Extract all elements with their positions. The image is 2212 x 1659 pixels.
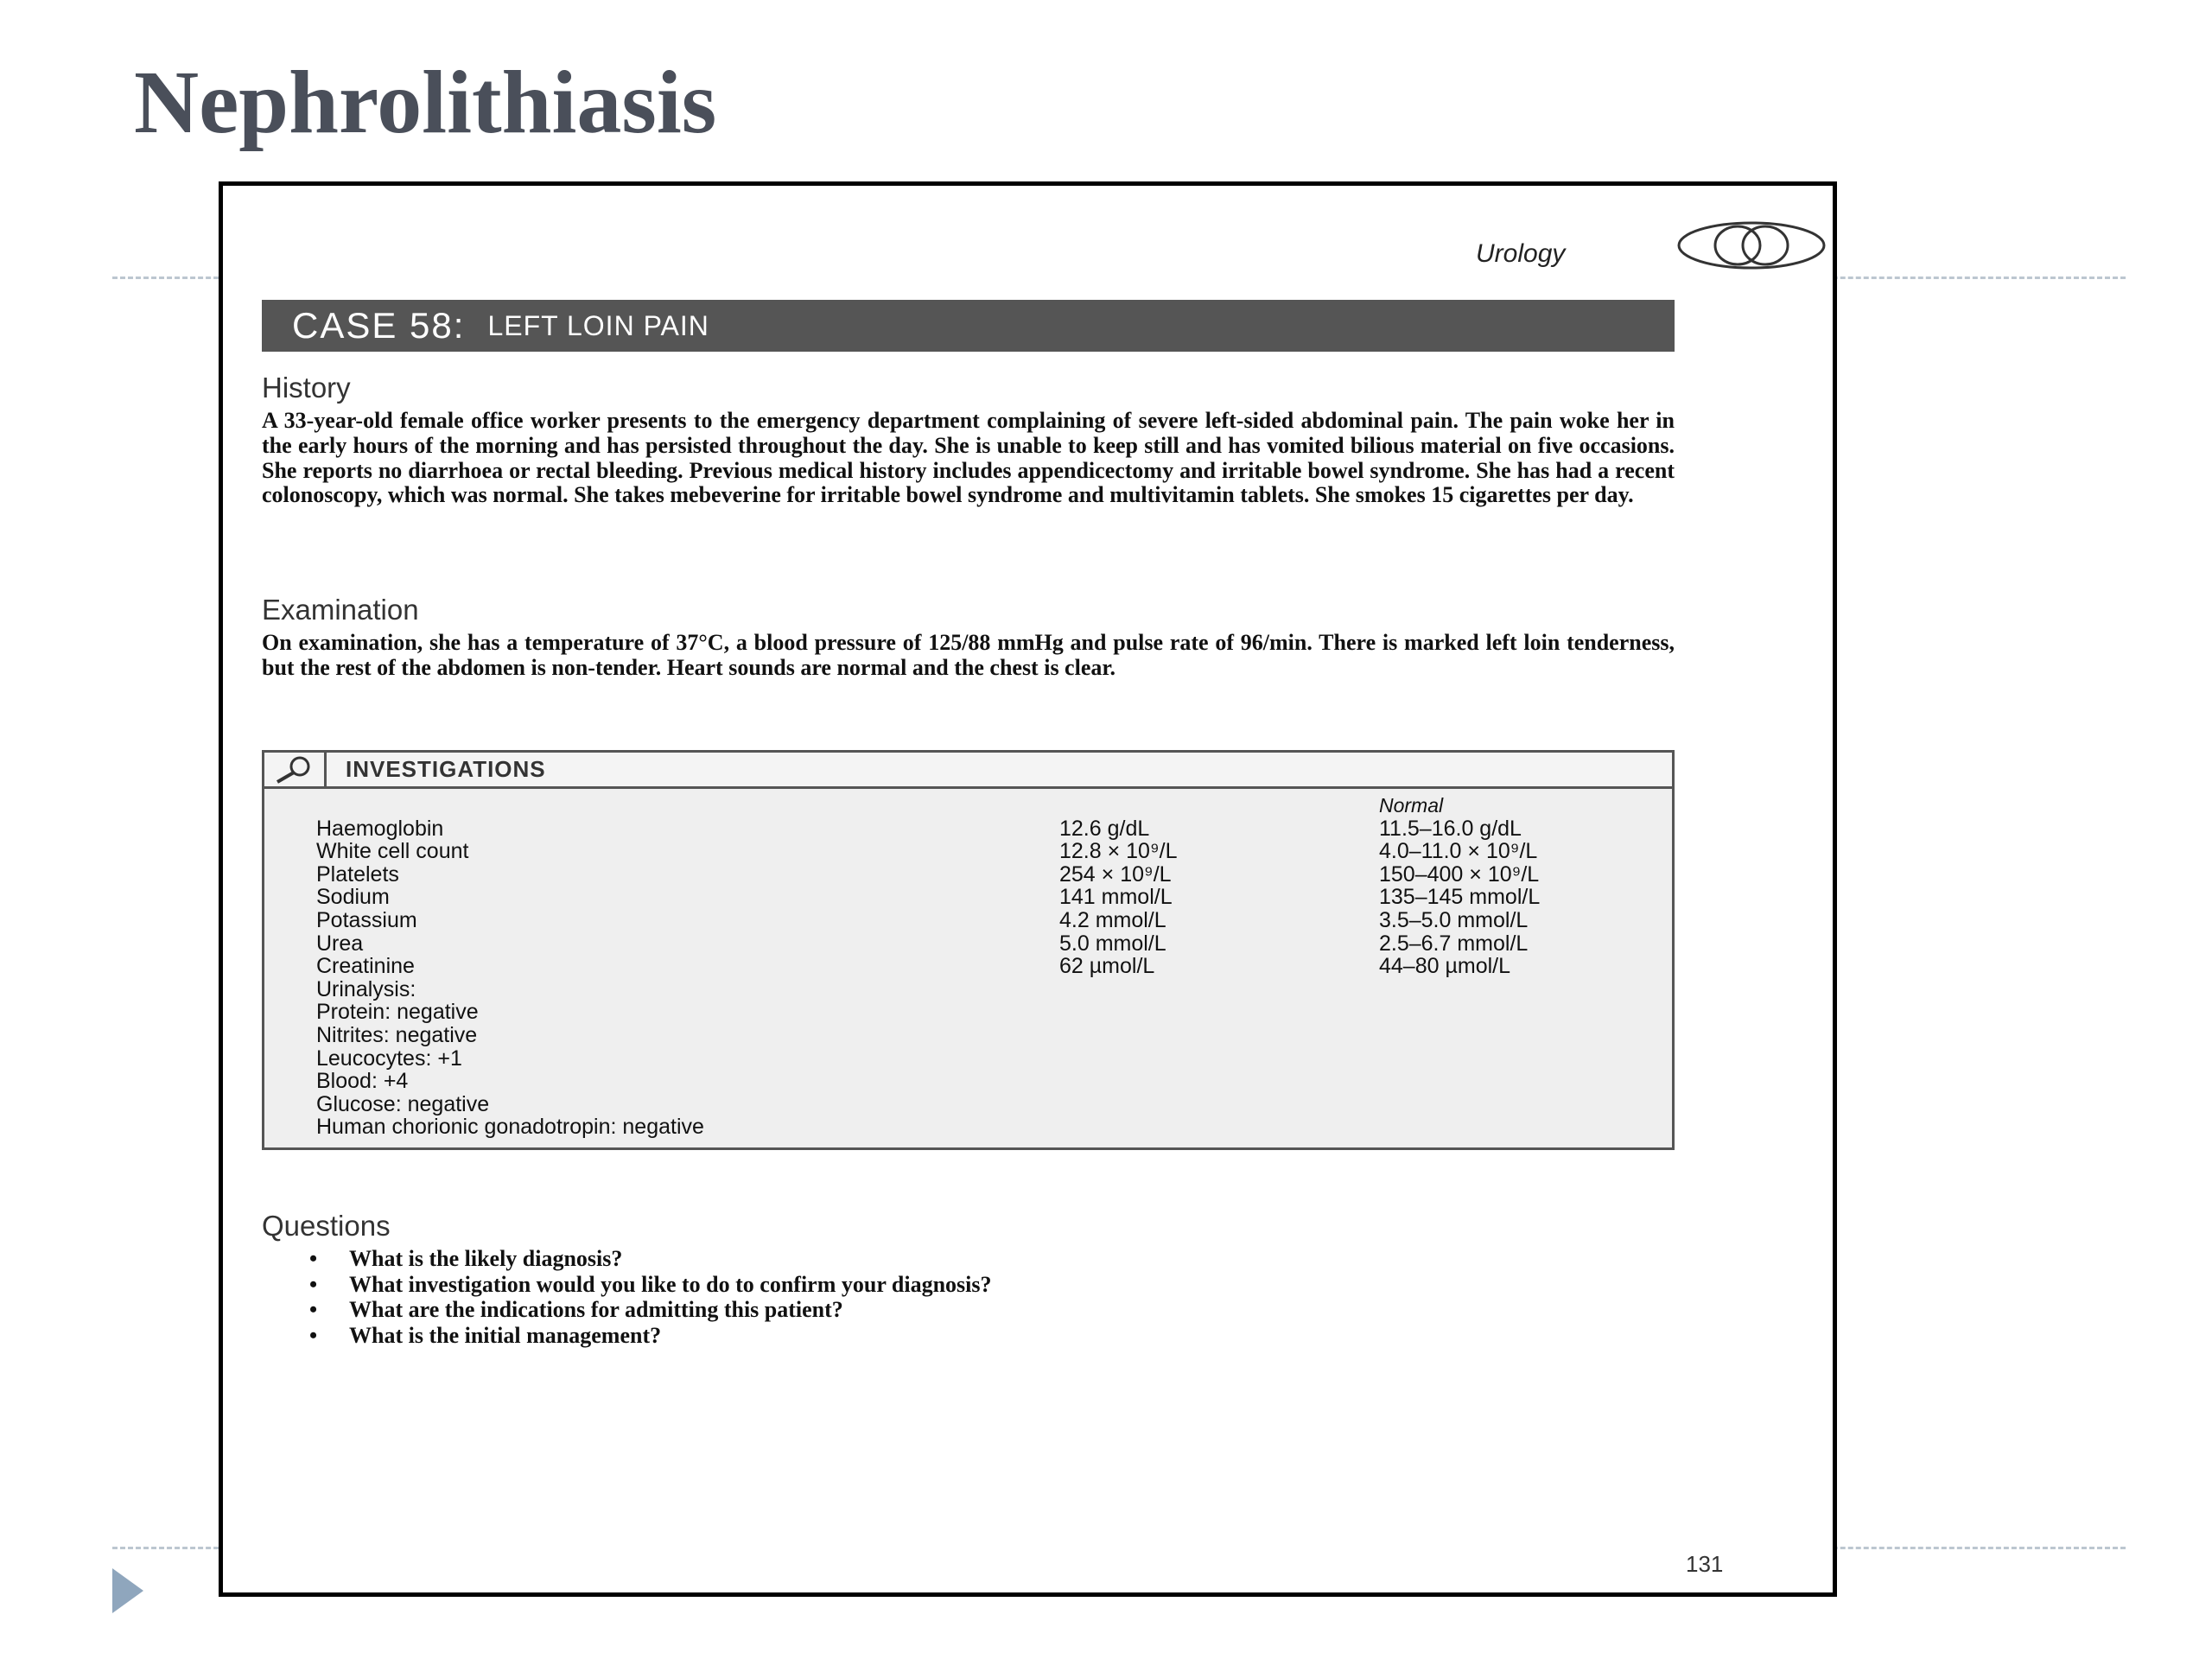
history-heading: History <box>262 372 351 404</box>
question-item: • What are the indications for admitting this patient? <box>309 1297 992 1323</box>
investigation-row <box>316 840 1664 863</box>
investigation-normal-range: 135–145 mmol/L <box>1379 885 1541 910</box>
slide-title: Nephrolithiasis <box>134 53 717 152</box>
questions-heading: Questions <box>262 1210 391 1242</box>
investigation-name: Platelets <box>316 861 399 887</box>
investigation-row <box>316 909 1664 932</box>
investigation-name: White cell count <box>316 839 469 864</box>
urinalysis-row <box>316 1116 1664 1139</box>
investigation-normal-range: 4.0–11.0 × 10⁹/L <box>1379 839 1538 864</box>
investigation-value: 12.6 g/dL <box>1059 816 1150 841</box>
urinalysis-item: Leucocytes: +1 <box>316 1046 462 1071</box>
investigation-normal-range: 11.5–16.0 g/dL <box>1379 816 1522 841</box>
investigation-value: 5.0 mmol/L <box>1059 931 1166 956</box>
investigation-row <box>316 955 1664 978</box>
investigation-normal-range: 44–80 µmol/L <box>1379 954 1511 979</box>
investigations-icon-cell <box>264 753 327 786</box>
case-number: CASE 58: <box>292 305 466 346</box>
urinalysis-row <box>316 978 1664 1001</box>
page-number: 131 <box>1686 1551 1724 1577</box>
urinalysis-item: Blood: +4 <box>316 1069 409 1094</box>
examination-text: On examination, she has a temperature of 37°C, a blood pressure of 125/88 mmHg and pulse rate of 96/min. There is marked left loin tenderness, but the rest of the abdomen is non-tender. Heart sounds are normal and the chest is clear. <box>262 630 1675 680</box>
urinalysis-row <box>316 1047 1664 1071</box>
urinalysis-row <box>316 1093 1664 1116</box>
normal-column-header: Normal <box>1379 794 1444 817</box>
investigation-name: Creatinine <box>316 954 415 979</box>
investigations-header <box>264 753 1672 789</box>
case-title: LEFT LOIN PAIN <box>487 309 709 341</box>
question-item: • What is the initial management? <box>309 1323 992 1349</box>
investigation-value: 141 mmol/L <box>1059 885 1173 910</box>
investigation-value: 12.8 × 10⁹/L <box>1059 839 1178 864</box>
investigations-normal-header-row <box>316 794 1664 817</box>
magnifying-glass-icon <box>272 755 317 785</box>
slide-bullet-arrow-icon <box>112 1568 143 1613</box>
questions-list <box>309 1246 992 1348</box>
investigation-value: 254 × 10⁹/L <box>1059 861 1172 887</box>
investigation-row <box>316 817 1664 841</box>
investigations-table <box>316 794 1664 1139</box>
case-title-bar <box>262 300 1675 352</box>
investigation-normal-range: 3.5–5.0 mmol/L <box>1379 907 1529 932</box>
urinalysis-item: Glucose: negative <box>316 1091 490 1116</box>
investigation-row <box>316 863 1664 887</box>
examination-heading: Examination <box>262 594 419 626</box>
investigation-value: 62 µmol/L <box>1059 954 1155 979</box>
history-text: A 33-year-old female office worker presents to the emergency department complaining of severe left-sided abdominal pain. The pain woke her in the early hours of the morning and has persisted throughout the day. She is unable to keep still and has vomited bilious material on five occasions. She reports no diarrhoea or rectal bleeding. Previous medical history includes appendicectomy and irritable bowel syndrome. She has had a recent colonoscopy, which was normal. She takes mebeverine for irritable bowel syndrome and multivitamin tablets. She smokes 15 cigarettes per day. <box>262 408 1675 508</box>
urinalysis-row <box>316 1070 1664 1093</box>
urinalysis-row <box>316 1024 1664 1047</box>
three-interlocking-rings-icon <box>1677 220 1826 270</box>
investigation-name: Sodium <box>316 885 390 910</box>
running-header: Urology <box>1476 239 1566 268</box>
question-item: • What is the likely diagnosis? <box>309 1246 992 1272</box>
investigations-box <box>262 750 1675 1150</box>
investigation-normal-range: 150–400 × 10⁹/L <box>1379 861 1540 887</box>
urinalysis-item: Nitrites: negative <box>316 1022 478 1047</box>
investigation-row <box>316 886 1664 909</box>
question-item: • What investigation would you like to do to confirm your diagnosis? <box>309 1272 992 1298</box>
investigation-name: Potassium <box>316 907 417 932</box>
investigation-value: 4.2 mmol/L <box>1059 907 1166 932</box>
investigation-row <box>316 932 1664 956</box>
urinalysis-item: Human chorionic gonadotropin: negative <box>316 1115 704 1140</box>
urinalysis-item: Urinalysis: <box>316 976 416 1001</box>
urinalysis-item: Protein: negative <box>316 1000 479 1025</box>
urinalysis-row <box>316 1001 1664 1024</box>
investigation-normal-range: 2.5–6.7 mmol/L <box>1379 931 1529 956</box>
investigations-label: INVESTIGATIONS <box>346 756 546 782</box>
textbook-page <box>219 181 1837 1597</box>
investigation-name: Haemoglobin <box>316 816 444 841</box>
investigation-name: Urea <box>316 931 364 956</box>
